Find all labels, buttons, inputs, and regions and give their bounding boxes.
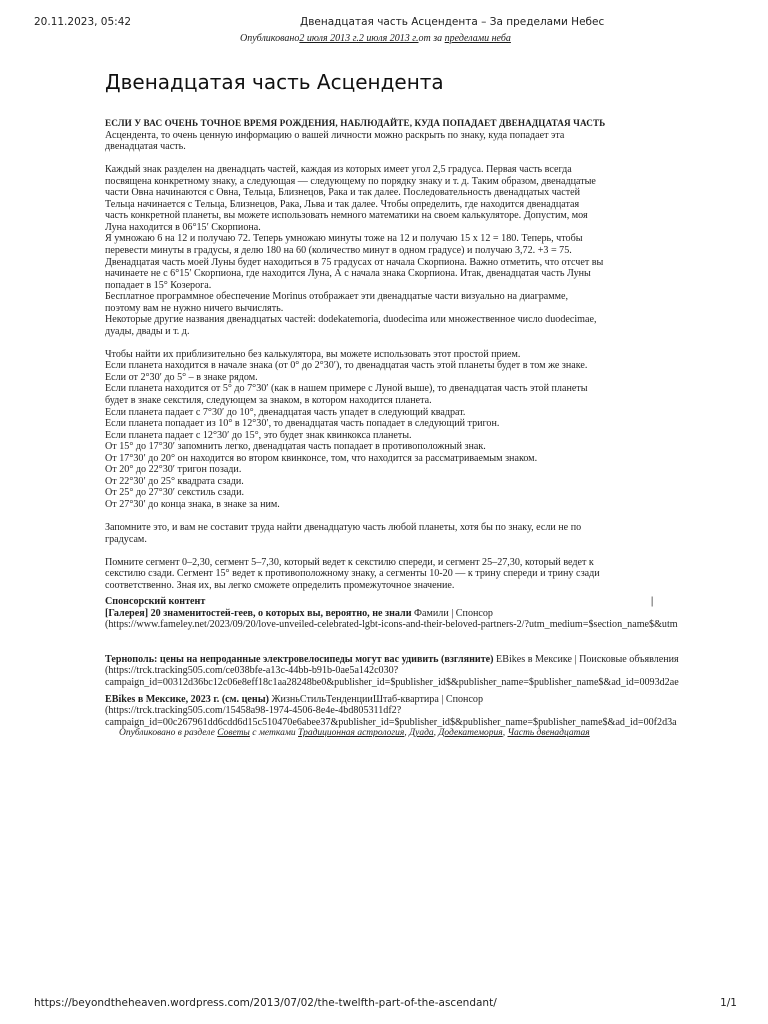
text-line: Если планета падает с 12°30′ до 15°, это будет знак квинкокса планеты. [105, 429, 412, 441]
category-link[interactable]: Советы [217, 728, 250, 739]
text-line: секстилю сзади. Сегмент 15° ведет к противоположному знаку, а сегменты 10-20 — к трину спереди и трину сзади [105, 568, 600, 580]
paragraph-remember [105, 522, 737, 545]
text-line: От 20° до 22°30′ тригон позади. [105, 464, 242, 476]
ad-url[interactable]: (https://trck.tracking505.com/15458a98-1974-4506-8e4e-4bd805311df2? [105, 705, 402, 717]
lead-bold: ЕСЛИ У ВАС ОЧЕНЬ ТОЧНОЕ ВРЕМЯ РОЖДЕНИЯ, НАБЛЮДАЙТЕ, КУДА ПОПАДАЕТ ДВЕНАДЦАТАЯ ЧАСТЬ [105, 118, 606, 128]
text-line: будет в знаке секстиля, следующем за знаком, в котором находится планета. [105, 395, 432, 407]
sponsored-ad-1[interactable] [105, 608, 737, 631]
published-date-link[interactable]: 2 июля 2013 г.2 июля 2013 г. [299, 33, 419, 44]
text-line: Запомните это, и вам не составит труда найти двенадцатую часть любой планеты, хотя бы по знаку, если не по [105, 522, 582, 533]
ad-url[interactable]: campaign_id=00c267961dd6cdd6d15c510470e6abee37&publisher_id=$publisher_id$&publisher_name=$publisher_name$&ad_id=00f2d3a [105, 716, 677, 728]
tag-link[interactable]: Часть двенадцатая [507, 728, 590, 739]
ad-url[interactable]: (https://trck.tracking505.com/ce038bfe-a13c-44bb-b91b-0ae5a142c030? [105, 665, 399, 677]
text-line: От 15° до 17°30′ запомнить легко, двенадцатая часть попадает в противоположный знак. [105, 441, 486, 453]
ad-url[interactable]: campaign_id=00312d36bc12c06e8eff18c1aa28248be0&publisher_id=$publisher_id$&publisher_name=$publisher_name$&ad_id=0093d2ae [105, 676, 679, 688]
text-line: Каждый знак разделен на двенадцать частей, каждая из которых имеет угол 2,5 градуса. Первая часть всегда [105, 164, 572, 176]
text-line: Луна находится в 06°15′ Скорпиона. [105, 221, 261, 233]
print-page-title: Двенадцатая часть Асцендента – За пределами Небес [300, 16, 605, 28]
sponsored-marker: | [651, 596, 654, 608]
text-line: Если планета падает с 7°30′ до 10°, двенадцатая часть упадет в следующий квадрат. [105, 406, 466, 418]
text-line: двенадцатая часть. [105, 141, 186, 153]
text-line: От 25° до 27°30′ секстиль сзади. [105, 487, 244, 499]
sponsored-heading [105, 596, 737, 608]
text-line: соответственно. Зная их, вы легко сможете определить промежуточное значение. [105, 579, 455, 591]
tag-separator: , [404, 728, 410, 739]
text-line: Асцендента, то очень ценную информацию о вашей личности можно раскрыть по знаку, куда попадает эта [105, 129, 565, 141]
article-body [105, 118, 737, 740]
text-line: Тельца начинается с Тельца, Близнецов, Рака, Льва и так далее. Чтобы определить, где находится двенадцатая [105, 198, 580, 210]
text-line: посвящена конкретному знаку, а следующая — следующему по порядку знаку и т. д. Таким образом, двенадцатые [105, 175, 596, 187]
tag-link[interactable]: Традиционная астрология [298, 728, 405, 739]
author-prefix: за [433, 33, 445, 44]
text-line: От 22°30′ до 25° квадрата сзади. [105, 475, 244, 487]
text-line: Помните сегмент 0–2,30, сегмент 5–7,30, который ведет к секстилю спереди, и сегмент 25–27,30, который ведет к [105, 556, 594, 568]
text-line: Чтобы найти их приблизительно без калькулятора, вы можете использовать этот простой прием. [105, 348, 521, 360]
print-url: https://beyondtheheaven.wordpress.com/2013/07/02/the-twelfth-part-of-the-ascendant/ [34, 997, 497, 1009]
ad-source[interactable]: ЖизньСтильТенденцииШтаб-квартира | Спонсор [268, 693, 484, 705]
published-middle: от [418, 33, 434, 44]
text-line: Бесплатное программное обеспечение Morinus отображает эти двенадцатые части визуально на диаграмме, [105, 291, 569, 303]
text-line: Если от 2°30′ до 5° – в знаке рядом. [105, 371, 258, 383]
text-line: Двенадцатая часть моей Луны будет находиться в 75 градусах от начала Скорпиона. Важно отметить, что отсчет вы [105, 256, 604, 268]
sponsored-ad-3[interactable] [105, 694, 737, 729]
ad-title[interactable]: EBikes в Мексике, 2023 г. (см. цены) [105, 693, 269, 705]
text-line: градусам. [105, 533, 147, 545]
text-line: дуады, двады и т. д. [105, 325, 190, 337]
text-line: части Овна начинаются с Овна, Тельца, Близнецов, Рака и так далее. Последовательность двенадцатых частей [105, 187, 581, 199]
ad-source[interactable]: EBikes в Мексике | Поисковые объявления [493, 653, 679, 665]
text-line: Если планета находится в начале знака (от 0° до 2°30′), то двенадцатая часть этой планеты будет в том же знаке. [105, 360, 588, 372]
published-prefix: Опубликовано [240, 33, 300, 44]
ad-url[interactable]: (https://www.fameley.net/2023/09/20/love-unveiled-celebrated-lgbt-icons-and-their-beloved-partners-2/?utm_medium=$section_name$&utm [105, 619, 678, 631]
text-line: От 27°30′ до конца знака, в знаке за ним. [105, 498, 280, 510]
ad-title[interactable]: Тернополь: цены на непроданные электровелосипеды могут вас удивить (взгляните) [105, 653, 494, 665]
sponsored-ad-2[interactable] [105, 654, 737, 689]
filed-prefix: Опубликовано в разделе [119, 728, 218, 739]
ad-source[interactable]: Фамили | Спонсор [411, 607, 493, 619]
published-line [240, 33, 511, 44]
text-line: часть конкретной планеты, вы можете использовать немного математики на своем калькуляторе. Допустим, моя [105, 210, 588, 222]
lead-text [105, 130, 737, 153]
paragraph-segments [105, 557, 737, 592]
text-line: начинаете не с 6°15′ Скорпиона, где находится Луна, А с начала знака Скорпиона. Итак, двенадцатая часть Луны [105, 268, 591, 280]
text-line: Если планета находится от 5° до 7°30′ (как в нашем примере с Луной выше), то двенадцатая часть этой планеты [105, 383, 588, 395]
print-page-number: 1/1 [720, 997, 737, 1009]
filed-under-line [105, 728, 737, 740]
print-datetime: 20.11.2023, 05:42 [34, 16, 132, 28]
text-line: перевести минуты в градусы, я делю 180 на 60 (количество минут в одном градусе) и получаю 3,72. +3 = 75. [105, 244, 572, 256]
text-line: Некоторые другие названия двенадцатых частей: dodekatemoria, duodecima или множественное число duodecimae, [105, 314, 597, 326]
tags-prefix: с метками [249, 728, 299, 739]
text-line: попадает в 15° Козерога. [105, 279, 212, 291]
sponsored-heading-text: Спонсорский контент [105, 596, 206, 608]
paragraph-calculation [105, 164, 737, 337]
text-line: поэтому вам не нужно ничего вычислять. [105, 302, 284, 314]
tag-separator: , [433, 728, 439, 739]
tag-separator: , [502, 728, 508, 739]
paragraph-rules [105, 349, 737, 511]
ad-title[interactable]: [Галерея] 20 знаменитостей-геев, о которых вы, вероятно, не знали [105, 607, 412, 619]
text-line: От 17°30′ до 20° он находится во втором квинконсе, том, что находится за рассматриваемым знаком. [105, 452, 538, 464]
author-link[interactable]: пределами неба [444, 33, 511, 44]
text-line: Я умножаю 6 на 12 и получаю 72. Теперь умножаю минуты тоже на 12 и получаю 15 х 12 = 180. Теперь, чтобы [105, 233, 583, 245]
text-line: Если планета попадает из 10° в 12°30′, то двенадцатая часть попадает в следующий тригон. [105, 418, 500, 430]
article-title: Двенадцатая часть Асцендента [105, 70, 444, 94]
tag-link[interactable]: Дуада [409, 728, 434, 739]
tag-link[interactable]: Додекатемория [438, 728, 503, 739]
